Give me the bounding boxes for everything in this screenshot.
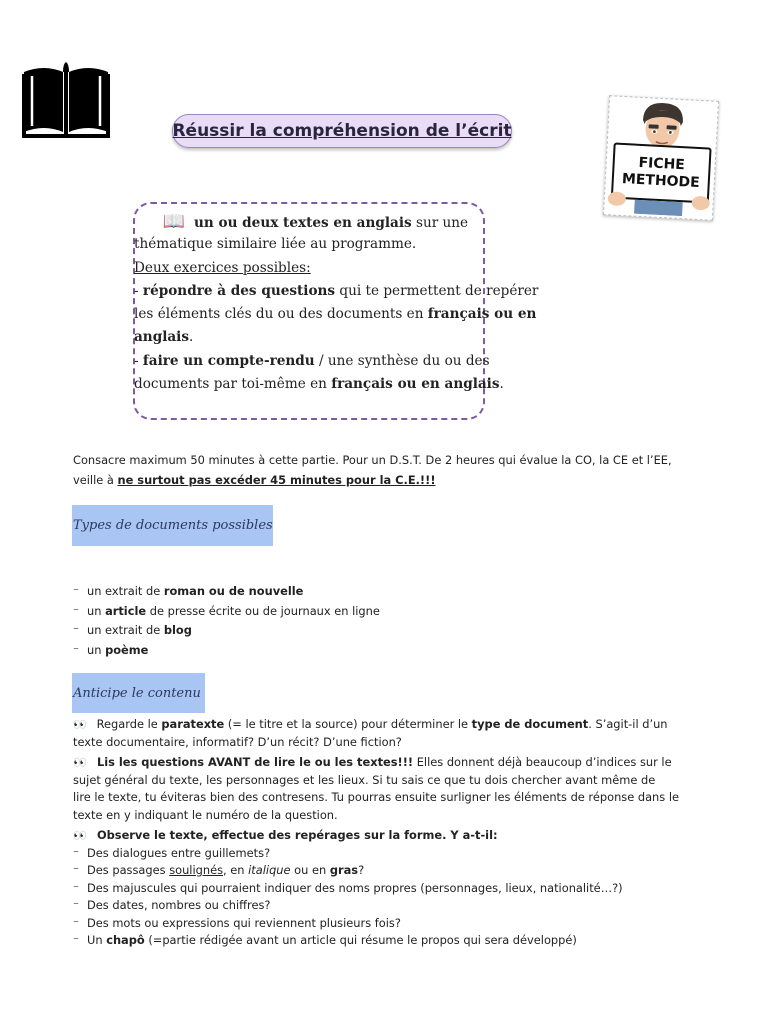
item-text: un extrait de: [87, 584, 164, 598]
body-bold: Observe le texte, effectue des repérages sur la forme. Y a-t-il:: [93, 828, 498, 842]
info-text: les éléments clés du ou des documents en: [134, 306, 428, 323]
body-text: ou en: [290, 863, 330, 877]
body-text: , en: [223, 863, 249, 877]
checklist-item: [73, 932, 713, 950]
body-text: Des mots ou expressions qui reviennent plusieurs fois?: [87, 915, 401, 930]
eyes-icon: 👀: [73, 718, 87, 731]
page-title: Réussir la compréhension de l’écrit: [172, 121, 512, 141]
dash-bullet-icon: ⁻: [73, 915, 80, 930]
section-header-document-types: [72, 505, 273, 546]
body-text: Un: [87, 933, 107, 947]
info-bold: un ou deux textes en anglais: [194, 215, 412, 231]
checklist-item: [73, 862, 713, 880]
dash-bullet-icon: ⁻: [73, 845, 80, 860]
info-line-4: [134, 280, 539, 303]
section-header-text: Anticipe le contenu: [73, 685, 201, 701]
checklist-item: [73, 915, 713, 933]
hands-icon: [604, 184, 713, 218]
dash-bullet-icon: ⁻: [73, 933, 80, 947]
intro-warning: ne surtout pas excéder 45 minutes pour la C.E.!!!: [117, 472, 436, 487]
dash-bullet-icon: ⁻: [73, 584, 80, 598]
dash-bullet-icon: ⁻: [73, 642, 80, 657]
sticker-line-1: FICHE: [638, 154, 686, 174]
observe-line: [73, 827, 713, 845]
questions-line-3: lire le texte, tu éviteras bien des contresens. Tu pourras ensuite surligner les éléments de réponse dans le: [73, 790, 680, 804]
info-line-8: [134, 373, 504, 396]
avatar-face-icon: [634, 100, 692, 151]
questions-line-2: sujet général du texte, les personnages et les lieux. Si tu sais ce que tu dois chercher avant même de: [73, 772, 656, 787]
section-header-text: Types de documents possibles: [73, 518, 273, 533]
info-text: -: [134, 352, 143, 369]
book-emoji-icon: 📖: [162, 211, 186, 232]
info-bold: répondre à des questions: [142, 282, 336, 299]
info-line-7: [134, 350, 490, 373]
body-bold: type de document: [471, 717, 589, 731]
info-text: .: [499, 376, 504, 393]
body-text: ?: [358, 863, 365, 877]
item-text: un: [87, 603, 106, 618]
info-line-5: [134, 303, 537, 326]
body-italic: italique: [248, 863, 291, 877]
item-bold: blog: [163, 623, 192, 638]
list-item: [73, 641, 473, 661]
eyes-icon: 👀: [73, 829, 87, 842]
checklist-item: [73, 897, 713, 915]
body-text: Regarde le: [93, 717, 162, 731]
info-line-6: [134, 326, 484, 349]
body-bold: gras: [329, 863, 359, 877]
info-text: sur une: [411, 215, 469, 231]
info-text: / une synthèse du ou des: [314, 352, 490, 369]
eyes-icon: 👀: [73, 756, 87, 769]
item-bold: roman ou de nouvelle: [163, 584, 304, 598]
item-text: un: [87, 642, 106, 657]
list-item: [73, 582, 473, 602]
document-types-list: [73, 582, 473, 660]
body-text: Des dialogues entre guillemets?: [87, 845, 271, 860]
page-title-banner: [172, 114, 512, 148]
body-text: Des passages: [87, 863, 170, 877]
body-bold: paratexte: [161, 717, 225, 731]
item-text: un extrait de: [87, 623, 164, 638]
open-book-icon: [22, 60, 110, 138]
dash-bullet-icon: ⁻: [73, 898, 80, 912]
body-text: (=partie rédigée avant un article qui résume le propos qui sera développé): [144, 933, 577, 947]
info-text: qui te permettent de repérer: [335, 282, 539, 299]
body-bold: chapô: [106, 933, 145, 947]
body-text: Des majuscules qui pourraient indiquer des noms propres (personnages, lieux, nationalité…?): [87, 880, 623, 895]
body-text: . S’agit-il d’un: [588, 717, 668, 731]
checklist-item: [73, 880, 713, 898]
dash-bullet-icon: ⁻: [73, 623, 80, 638]
questions-line-4: texte en y indiquant le numéro de la question.: [73, 807, 338, 822]
checklist-item: [73, 845, 713, 863]
list-item: [73, 621, 473, 641]
paratexte-line-1: [73, 716, 713, 734]
exercise-info-text: [134, 210, 539, 396]
dash-bullet-icon: ⁻: [73, 863, 80, 877]
intro-text: veille à: [73, 472, 118, 487]
questions-line-1: [73, 754, 713, 772]
item-bold: article: [105, 603, 147, 618]
dash-bullet-icon: ⁻: [73, 603, 80, 618]
body-text: Elles donnent déjà beaucoup d’indices sur le: [413, 755, 672, 769]
intro-line-2: [73, 471, 713, 491]
anticipate-content-body: [73, 716, 713, 950]
info-line-1: [134, 210, 484, 233]
info-bold: français ou en anglais: [331, 376, 500, 393]
info-bold: français ou en: [427, 306, 537, 323]
fiche-methode-sticker: [603, 95, 719, 221]
sticker-line-2: METHODE: [621, 170, 701, 192]
info-text: .: [189, 329, 194, 346]
paratexte-line-2: texte documentaire, informatif? D’un récit? D’une fiction?: [73, 734, 402, 749]
body-underlined: soulignés: [169, 863, 224, 877]
body-text: Des dates, nombres ou chiffres?: [87, 898, 271, 912]
body-bold: Lis les questions AVANT de lire le ou les textes!!!: [93, 755, 414, 769]
info-text: -: [134, 282, 143, 299]
info-line-2: thématique similaire liée au programme.: [134, 236, 417, 253]
intro-line-1: Consacre maximum 50 minutes à cette partie. Pour un D.S.T. De 2 heures qui évalue la CO, la CE et l’EE,: [73, 453, 672, 467]
body-text: (= le titre et la source) pour déterminer le: [224, 717, 472, 731]
intro-paragraph: [73, 451, 713, 490]
item-bold: poème: [105, 642, 149, 657]
info-bold: anglais: [134, 329, 189, 346]
info-text: documents par toi-même en: [134, 376, 332, 393]
info-line-3: Deux exercices possibles:: [134, 259, 311, 276]
section-header-anticipate-content: [72, 673, 205, 713]
dash-bullet-icon: ⁻: [73, 880, 80, 895]
item-text: de presse écrite ou de journaux en ligne: [146, 603, 380, 618]
info-bold: faire un compte-rendu: [142, 352, 315, 369]
list-item: [73, 602, 473, 622]
